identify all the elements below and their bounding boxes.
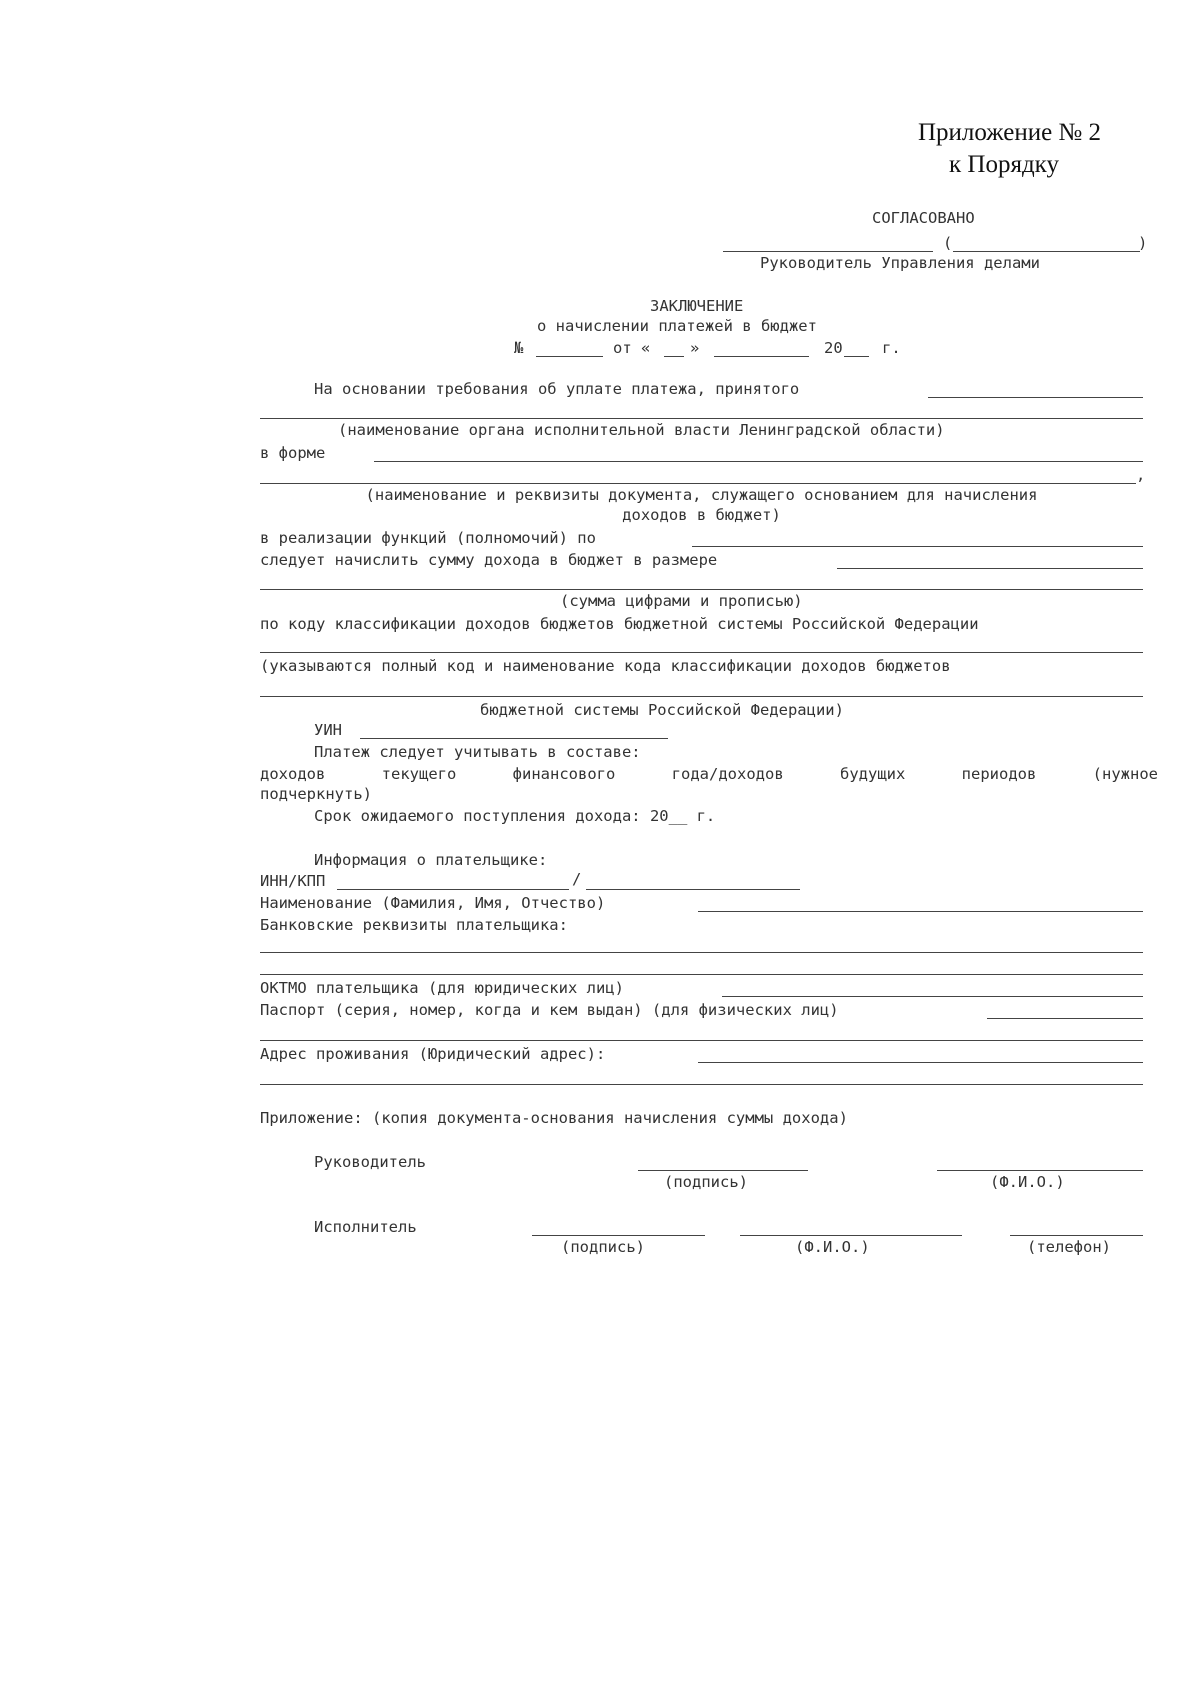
number-line: [536, 356, 603, 357]
bank-line-1: [260, 952, 1143, 953]
basis-line-2: [260, 418, 1143, 419]
date-day-line: [664, 356, 684, 357]
approval-name-line: [953, 251, 1140, 252]
inn-kpp-slash: /: [572, 870, 582, 888]
uin-label: УИН: [314, 721, 342, 739]
income-word: будущих: [840, 765, 906, 783]
executor-phone-line: [1010, 1235, 1143, 1236]
functions-line: [692, 546, 1143, 547]
accrue-line-2: [260, 589, 1143, 590]
head-label: Руководитель: [314, 1153, 426, 1171]
underline-note: подчеркнуть): [260, 785, 372, 803]
accrue-label: следует начислить сумму дохода в бюджет в размере: [260, 551, 718, 569]
head-fio-line: [937, 1170, 1143, 1171]
expected-term: Срок ожидаемого поступления дохода: 20__ г.: [314, 807, 716, 825]
head-signature-caption: (подпись): [664, 1173, 748, 1191]
number-sign: №: [514, 339, 524, 357]
organ-caption: (наименование органа исполнительной власти Ленинградской области): [338, 421, 945, 439]
passport-line-1: [987, 1018, 1143, 1019]
in-form-comma: ,: [1136, 466, 1146, 484]
document-subtitle: о начислении платежей в бюджет: [537, 317, 817, 335]
kpp-line: [586, 889, 800, 890]
address-line-2: [260, 1084, 1143, 1085]
basis-text: На основании требования об уплате платежа, принятого: [314, 380, 800, 398]
code-line-1: [260, 652, 1143, 653]
approval-signature-line: [723, 251, 933, 252]
code-line-2: [260, 696, 1143, 697]
payer-info-label: Информация о плательщике:: [314, 851, 548, 869]
sum-caption: (сумма цифрами и прописью): [560, 592, 803, 610]
executor-fio-caption: (Ф.И.О.): [795, 1238, 870, 1256]
approval-position: Руководитель Управления делами: [760, 254, 1040, 272]
approval-label: СОГЛАСОВАНО: [872, 209, 975, 227]
income-word: доходов: [260, 765, 326, 783]
bank-details-label: Банковские реквизиты плательщика:: [260, 916, 568, 934]
date-month-line: [714, 356, 809, 357]
date-from-label: от «: [613, 339, 651, 357]
passport-line-2: [260, 1040, 1143, 1041]
address-label: Адрес проживания (Юридический адрес):: [260, 1045, 606, 1063]
document-title: ЗАКЛЮЧЕНИЕ: [650, 297, 744, 315]
document-caption-2: доходов в бюджет): [622, 506, 781, 524]
in-form-line-1: [374, 461, 1143, 462]
income-word: периодов: [961, 765, 1037, 783]
inn-line: [337, 889, 569, 890]
income-word: (нужное: [1092, 765, 1158, 783]
executor-signature-line: [532, 1235, 705, 1236]
in-form-label: в форме: [260, 444, 326, 462]
in-form-line-2: [260, 483, 1136, 484]
account-in-label: Платеж следует учитывать в составе:: [314, 743, 641, 761]
executor-phone-caption: (телефон): [1027, 1238, 1111, 1256]
income-word: финансового: [512, 765, 616, 783]
executor-fio-line: [740, 1235, 962, 1236]
oktmo-label: ОКТМО плательщика (для юридических лиц): [260, 979, 624, 997]
oktmo-line: [722, 996, 1143, 997]
executor-label: Исполнитель: [314, 1218, 417, 1236]
income-word: текущего: [381, 765, 457, 783]
date-year-prefix: 20: [824, 339, 843, 357]
date-year-suffix: г.: [882, 339, 901, 357]
head-fio-caption: (Ф.И.О.): [990, 1173, 1065, 1191]
uin-line: [360, 738, 668, 739]
code-caption-2: бюджетной системы Российской Федерации): [480, 701, 844, 719]
code-label: по коду классификации доходов бюджетов бюджетной системы Российской Федерации: [260, 615, 979, 633]
document-caption-1: (наименование и реквизиты документа, служащего основанием для начисления: [365, 486, 1038, 504]
attachment-text: Приложение: (копия документа-основания начисления суммы дохода): [260, 1109, 848, 1127]
accrue-line-1: [837, 568, 1143, 569]
date-year-line: [844, 356, 869, 357]
approval-paren-open: (: [943, 234, 953, 252]
bank-line-2: [260, 974, 1143, 975]
address-line-1: [698, 1062, 1143, 1063]
executor-signature-caption: (подпись): [561, 1238, 645, 1256]
functions-label: в реализации функций (полномочий) по: [260, 529, 596, 547]
approval-paren-close: ): [1138, 234, 1148, 252]
payer-name-label: Наименование (Фамилия, Имя, Отчество): [260, 894, 606, 912]
code-caption-1: (указываются полный код и наименование кода классификации доходов бюджетов: [260, 657, 951, 675]
income-word: года/доходов: [671, 765, 784, 783]
appendix-order: к Порядку: [949, 151, 1059, 178]
payer-name-line: [698, 911, 1143, 912]
inn-kpp-label: ИНН/КПП: [260, 872, 326, 890]
head-signature-line: [638, 1170, 808, 1171]
date-quote-close: »: [690, 339, 700, 357]
passport-label: Паспорт (серия, номер, когда и кем выдан) (для физических лиц): [260, 1001, 839, 1019]
appendix-number: Приложение № 2: [918, 119, 1102, 146]
income-type-row: [260, 767, 1158, 783]
basis-line-1: [928, 397, 1143, 398]
